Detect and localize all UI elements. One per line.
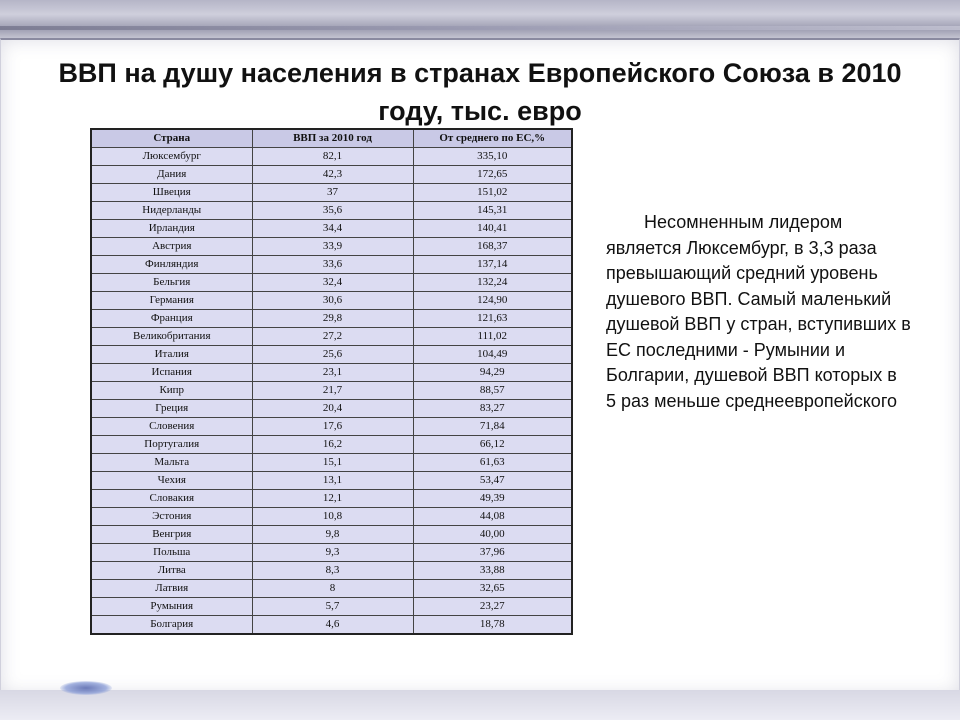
table-row — [91, 382, 572, 400]
bottom-decorative-band — [0, 690, 960, 720]
header-country: Страна — [91, 129, 252, 148]
cell-country: Румыния — [91, 598, 252, 616]
table-row — [91, 508, 572, 526]
table-row — [91, 274, 572, 292]
table-row — [91, 166, 572, 184]
cell-gdp: 33,9 — [252, 238, 413, 256]
cell-country: Мальта — [91, 454, 252, 472]
corner-decoration — [60, 681, 112, 695]
cell-country: Финляндия — [91, 256, 252, 274]
table-row — [91, 364, 572, 382]
cell-gdp: 16,2 — [252, 436, 413, 454]
cell-country: Польша — [91, 544, 252, 562]
cell-ratio: 168,37 — [413, 238, 572, 256]
table-row — [91, 580, 572, 598]
cell-country: Кипр — [91, 382, 252, 400]
cell-gdp: 32,4 — [252, 274, 413, 292]
cell-country: Литва — [91, 562, 252, 580]
cell-gdp: 30,6 — [252, 292, 413, 310]
cell-ratio: 137,14 — [413, 256, 572, 274]
cell-country: Греция — [91, 400, 252, 418]
cell-gdp: 17,6 — [252, 418, 413, 436]
table-row — [91, 328, 572, 346]
table-row — [91, 526, 572, 544]
cell-country: Латвия — [91, 580, 252, 598]
cell-gdp: 5,7 — [252, 598, 413, 616]
header-gdp: ВВП за 2010 год — [252, 129, 413, 148]
cell-gdp: 4,6 — [252, 616, 413, 635]
cell-country: Чехия — [91, 472, 252, 490]
cell-ratio: 33,88 — [413, 562, 572, 580]
cell-gdp: 20,4 — [252, 400, 413, 418]
cell-ratio: 49,39 — [413, 490, 572, 508]
table-row — [91, 346, 572, 364]
table-row — [91, 616, 572, 635]
cell-ratio: 121,63 — [413, 310, 572, 328]
cell-country: Венгрия — [91, 526, 252, 544]
table-row — [91, 310, 572, 328]
slide-title: ВВП на душу населения в странах Европейского Союза в 2010 году, тыс. евро — [58, 58, 902, 126]
cell-ratio: 61,63 — [413, 454, 572, 472]
cell-gdp: 42,3 — [252, 166, 413, 184]
cell-country: Италия — [91, 346, 252, 364]
table-row — [91, 220, 572, 238]
cell-ratio: 111,02 — [413, 328, 572, 346]
cell-country: Эстония — [91, 508, 252, 526]
header-ratio: От среднего по ЕС,% — [413, 129, 572, 148]
description-text: Несомненным лидером является Люксембург, в 3,3 раза превышающий средний уровень душевого ВВП. Самый маленький душевой ВВП у стран, вступивших в ЕС последними - Румынии и Болгарии, душевой ВВП которых в 5 раз меньше среднеевропейского — [606, 212, 911, 411]
cell-ratio: 23,27 — [413, 598, 572, 616]
cell-country: Люксембург — [91, 148, 252, 166]
cell-gdp: 15,1 — [252, 454, 413, 472]
table-row — [91, 418, 572, 436]
cell-ratio: 66,12 — [413, 436, 572, 454]
cell-country: Словения — [91, 418, 252, 436]
cell-gdp: 9,8 — [252, 526, 413, 544]
cell-gdp: 29,8 — [252, 310, 413, 328]
cell-country: Дания — [91, 166, 252, 184]
table-row — [91, 400, 572, 418]
cell-ratio: 40,00 — [413, 526, 572, 544]
table-row — [91, 562, 572, 580]
cell-country: Болгария — [91, 616, 252, 635]
cell-ratio: 140,41 — [413, 220, 572, 238]
cell-country: Швеция — [91, 184, 252, 202]
cell-gdp: 82,1 — [252, 148, 413, 166]
cell-ratio: 132,24 — [413, 274, 572, 292]
cell-gdp: 35,6 — [252, 202, 413, 220]
cell-gdp: 33,6 — [252, 256, 413, 274]
cell-country: Испания — [91, 364, 252, 382]
cell-country: Бельгия — [91, 274, 252, 292]
table-row — [91, 148, 572, 166]
table-row — [91, 292, 572, 310]
cell-ratio: 18,78 — [413, 616, 572, 635]
table-header-row — [91, 129, 572, 148]
cell-gdp: 21,7 — [252, 382, 413, 400]
cell-gdp: 37 — [252, 184, 413, 202]
cell-ratio: 32,65 — [413, 580, 572, 598]
table-row — [91, 436, 572, 454]
cell-ratio: 71,84 — [413, 418, 572, 436]
cell-ratio: 37,96 — [413, 544, 572, 562]
cell-ratio: 124,90 — [413, 292, 572, 310]
cell-ratio: 335,10 — [413, 148, 572, 166]
cell-ratio: 53,47 — [413, 472, 572, 490]
cell-gdp: 9,3 — [252, 544, 413, 562]
cell-gdp: 34,4 — [252, 220, 413, 238]
cell-ratio: 145,31 — [413, 202, 572, 220]
cell-gdp: 8 — [252, 580, 413, 598]
cell-gdp: 25,6 — [252, 346, 413, 364]
top-band-stripe — [0, 26, 960, 30]
cell-gdp: 13,1 — [252, 472, 413, 490]
cell-ratio: 172,65 — [413, 166, 572, 184]
cell-ratio: 44,08 — [413, 508, 572, 526]
cell-country: Великобритания — [91, 328, 252, 346]
table-row — [91, 544, 572, 562]
table-row — [91, 598, 572, 616]
table-body — [91, 148, 572, 635]
cell-country: Португалия — [91, 436, 252, 454]
cell-ratio: 151,02 — [413, 184, 572, 202]
table-row — [91, 202, 572, 220]
gdp-table — [90, 128, 573, 635]
table-row — [91, 472, 572, 490]
cell-country: Франция — [91, 310, 252, 328]
cell-gdp: 10,8 — [252, 508, 413, 526]
cell-ratio: 94,29 — [413, 364, 572, 382]
cell-gdp: 8,3 — [252, 562, 413, 580]
cell-gdp: 12,1 — [252, 490, 413, 508]
cell-country: Австрия — [91, 238, 252, 256]
table-row — [91, 454, 572, 472]
cell-country: Германия — [91, 292, 252, 310]
cell-ratio: 83,27 — [413, 400, 572, 418]
table-row — [91, 256, 572, 274]
cell-ratio: 104,49 — [413, 346, 572, 364]
cell-country: Ирландия — [91, 220, 252, 238]
cell-country: Нидерланды — [91, 202, 252, 220]
table-row — [91, 184, 572, 202]
cell-country: Словакия — [91, 490, 252, 508]
cell-gdp: 27,2 — [252, 328, 413, 346]
cell-ratio: 88,57 — [413, 382, 572, 400]
table-row — [91, 490, 572, 508]
cell-gdp: 23,1 — [252, 364, 413, 382]
table-row — [91, 238, 572, 256]
